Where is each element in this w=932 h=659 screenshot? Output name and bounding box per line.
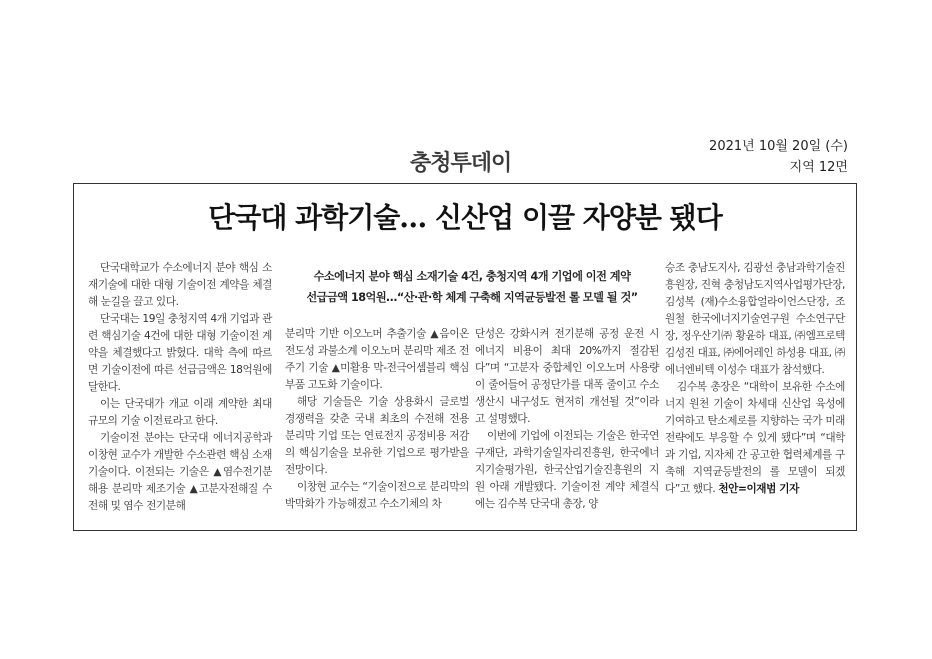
paragraph: 해당 기술들은 기술 상용화시 글로벌 경쟁력을 갖춘 국내 최초의 수전해 전용 분리막 기업 또는 연료전지 공정비용 저감의 핵심기술을 보유한 기업으로 평가받을 전망이다. [285, 396, 469, 476]
paragraph: 이는 단국대가 개교 이래 계약한 최대 규모의 기술 이전료라고 한다. [88, 398, 272, 427]
paragraph: 승조 충남도지사, 김광선 충남과학기술진흥원장, 진혁 충청남도지역사업평가단장, 김성복 (재)수소융합얼라이언스단장, 조원철 한국에너지기술연구원 수소연구단장, 정우산기㈜ 황윤하 대표, ㈜엠프로텍 김성진 대표, ㈜에어레인 하성용 대표, ㈜에너엔비텍 이성수 대표가 참석했다. [665, 262, 845, 376]
issue-date: 2021년 10월 20일 (수) [709, 139, 848, 154]
article-column-4 [665, 260, 845, 498]
subheadline-line-1: 수소에너지 분야 핵심 소재기술 4건, 충청지역 4개 기업에 이전 계약 [313, 270, 631, 283]
article-clipping [73, 183, 857, 531]
paragraph [665, 379, 845, 498]
issue-meta [709, 136, 848, 178]
paragraph: 기술이전 분야는 단국대 에너지공학과 이창현 교수가 개발한 수소관련 핵심 소재 기술이다. 이전되는 기술은 ▲염수전기분해용 분리막 제조기술 ▲고분자전해질 수전해 및 염수 전기분해 [88, 432, 272, 512]
subheadline-line-2: 선급금액 18억원…“산·관·학 체계 구축해 지역균등발전 롤 모델 될 것” [306, 291, 638, 304]
article-headline: 단국대 과학기술… 신산업 이끌 자양분 됐다 [208, 201, 722, 234]
paragraph: 단국대는 19일 충청지역 4개 기업과 관련 핵심기술 4건에 대한 대형 기술이전 계약을 체결했다고 밝혔다. 대학 측에 따르면 기술이전에 따른 선급금액은 18억원에 달한다. [88, 313, 272, 393]
paragraph: 이번에 기업에 이전되는 기술은 한국연구재단, 과학기술일자리진흥원, 한국에너지기술평가원, 한국산업기술진흥원의 지원 아래 개발됐다. 기술이전 계약 체결식에는 김수복 단국대 총장, 양 [475, 430, 659, 510]
paragraph: 단국대학교가 수소에너지 분야 핵심 소재기술에 대한 대형 기술이전 계약을 체결해 눈길을 끌고 있다. [88, 262, 272, 308]
newspaper-masthead: 충청투데이 [410, 151, 512, 176]
article-column-3 [475, 326, 659, 513]
paragraph: 분리막 기반 이오노머 추출기술 ▲음이온전도성 과불소계 이오노머 분리막 제조 전주기 기술 ▲미활용 막-전극어셈블리 핵심부품 고도화 기술이다. [285, 328, 469, 391]
article-column-2 [285, 326, 469, 513]
paragraph: 이창현 교수는 “기술이전으로 분리막의 박막화가 가능해졌고 수소기체의 차 [285, 481, 469, 510]
quote-text: 김수복 총장은 “대학이 보유한 수소에너지 원천 기술이 차세대 신산업 육성에 기여하고 탄소제로를 지향하는 국가 미래전략에도 부응할 수 있게 됐다”며 “대학과 기업, 지자체 간 공고한 협력체계를 구축해 지역균등발전의 롤 모델이 되겠다”고 했다. [665, 381, 845, 495]
article-column-1 [88, 260, 272, 515]
article-subheadline [282, 266, 662, 308]
page-section: 지역 12면 [789, 160, 848, 175]
paragraph: 단성은 강화시켜 전기분해 공정 운전 시 에너지 비용이 최대 20%까지 절감된다”며 “고분자 중합체인 이오노머 사용량이 줄어들어 공정단가를 대폭 줄이고 수소 생산시 내구성도 현저히 개선될 것”이라고 설명했다. [475, 328, 659, 425]
byline: 천안=이재범 기자 [718, 483, 799, 495]
